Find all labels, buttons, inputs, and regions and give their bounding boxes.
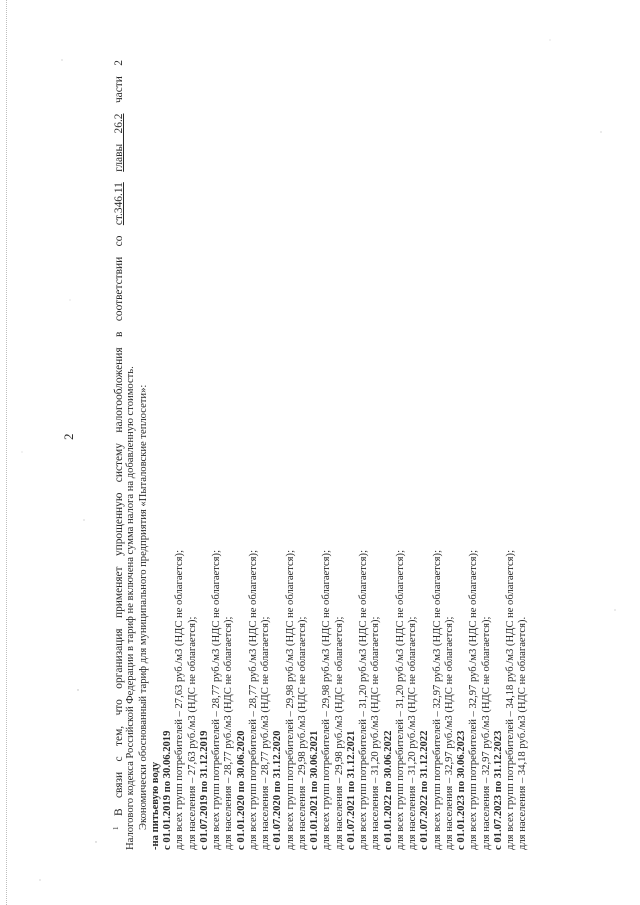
tariff-population: для населения – 34,18 руб./м3 (НДС не облагается). <box>517 616 529 850</box>
footnote-intro-line-2: Налогового кодекса Российской Федерации в тариф не включена сумма налога на добавленную стоимость. <box>125 366 137 850</box>
tariff-all-consumers: для всех групп потребителей – 31,20 руб./м3 (НДС не облагается); <box>394 549 406 850</box>
chapter-reference: главы 26.2 <box>113 113 125 172</box>
tariff-all-consumers: для всех групп потребителей – 28,77 руб./м3 (НДС не облагается); <box>247 549 259 850</box>
tariff-period-heading: с 01.07.2021 по 31.12.2021 <box>345 730 357 850</box>
tariff-population: для населения – 29,98 руб./м3 (НДС не облагается); <box>296 616 308 850</box>
tariff-period-heading: с 01.01.2020 по 30.06.2020 <box>235 730 247 850</box>
footnote-marker: 1 <box>112 826 120 830</box>
article-reference: ст.346.11 <box>113 182 125 226</box>
tariff-population: для населения – 32,97 руб./м3 (НДС не облагается); <box>443 616 455 850</box>
section-title: -на питьевую воду <box>149 762 161 850</box>
tariff-period-heading: с 01.01.2019 по 30.06.2019 <box>162 730 173 850</box>
tariff-period-heading: с 01.01.2023 по 30.06.2023 <box>456 730 467 850</box>
tariff-all-consumers: для всех групп потребителей – 32,97 руб./м3 (НДС не облагается); <box>468 549 480 850</box>
scan-edge <box>6 0 8 905</box>
tariff-population: для населения – 28,77 руб./м3 (НДС не облагается); <box>260 616 271 850</box>
page-number: 2 <box>61 433 76 440</box>
footnote-intro-line-1: $^1$ В связи с тем, что организация применяет упрощенную систему налогообложения в соответствии со ст.346.11 главы 26.2 части 2 <box>112 60 125 830</box>
tariff-population: для населения – 29,98 руб./м3 (НДС не облагается); <box>333 616 345 850</box>
tariff-period-heading: с 01.07.2022 по 31.12.2022 <box>419 730 431 850</box>
tariff-population: для населения – 27,63 руб./м3 (НДС не облагается); <box>186 616 198 850</box>
tariff-all-consumers: для всех групп потребителей – 29,98 руб./м3 (НДС не облагается); <box>284 549 296 850</box>
part-reference: части 2 <box>113 60 125 104</box>
tariff-period-list <box>162 60 530 850</box>
tariff-all-consumers: для всех групп потребителей – 31,20 руб./м3 (НДС не облагается); <box>358 549 369 850</box>
tariff-all-consumers: для всех групп потребителей – 34,18 руб./м3 (НДС не облагается); <box>505 549 516 850</box>
tariff-population: для населения – 31,20 руб./м3 (НДС не облагается); <box>370 616 382 850</box>
tariff-period-heading: с 01.01.2022 по 30.06.2022 <box>382 730 394 850</box>
tariff-period-heading: с 01.07.2023 по 31.12.2023 <box>492 730 504 850</box>
tariff-period-heading: с 01.07.2019 по 31.12.2019 <box>198 730 210 850</box>
tariff-all-consumers: для всех групп потребителей – 32,97 руб./м3 (НДС не облагается); <box>431 549 443 850</box>
tariff-population: для населения – 31,20 руб./м3 (НДС не облагается); <box>407 616 418 850</box>
tariff-population: для населения – 32,97 руб./м3 (НДС не облагается); <box>480 616 492 850</box>
tariff-population: для населения – 28,77 руб./м3 (НДС не облагается); <box>223 616 235 850</box>
tariff-period-heading: с 01.01.2021 по 30.06.2021 <box>309 730 320 850</box>
footnote-intro-line-3: Экономически обоснованный тариф для муниципального предприятия «Пыталовские теплосети»: <box>137 384 149 830</box>
footnote-block <box>110 60 610 850</box>
tariff-all-consumers: для всех групп потребителей – 29,98 руб./м3 (НДС не облагается); <box>321 549 333 850</box>
tariff-period-heading: с 01.07.2020 по 31.12.2020 <box>272 730 284 850</box>
tariff-all-consumers: для всех групп потребителей – 27,63 руб./м3 (НДС не облагается); <box>174 549 186 850</box>
tariff-all-consumers: для всех групп потребителей – 28,77 руб./м3 (НДС не облагается); <box>211 549 222 850</box>
